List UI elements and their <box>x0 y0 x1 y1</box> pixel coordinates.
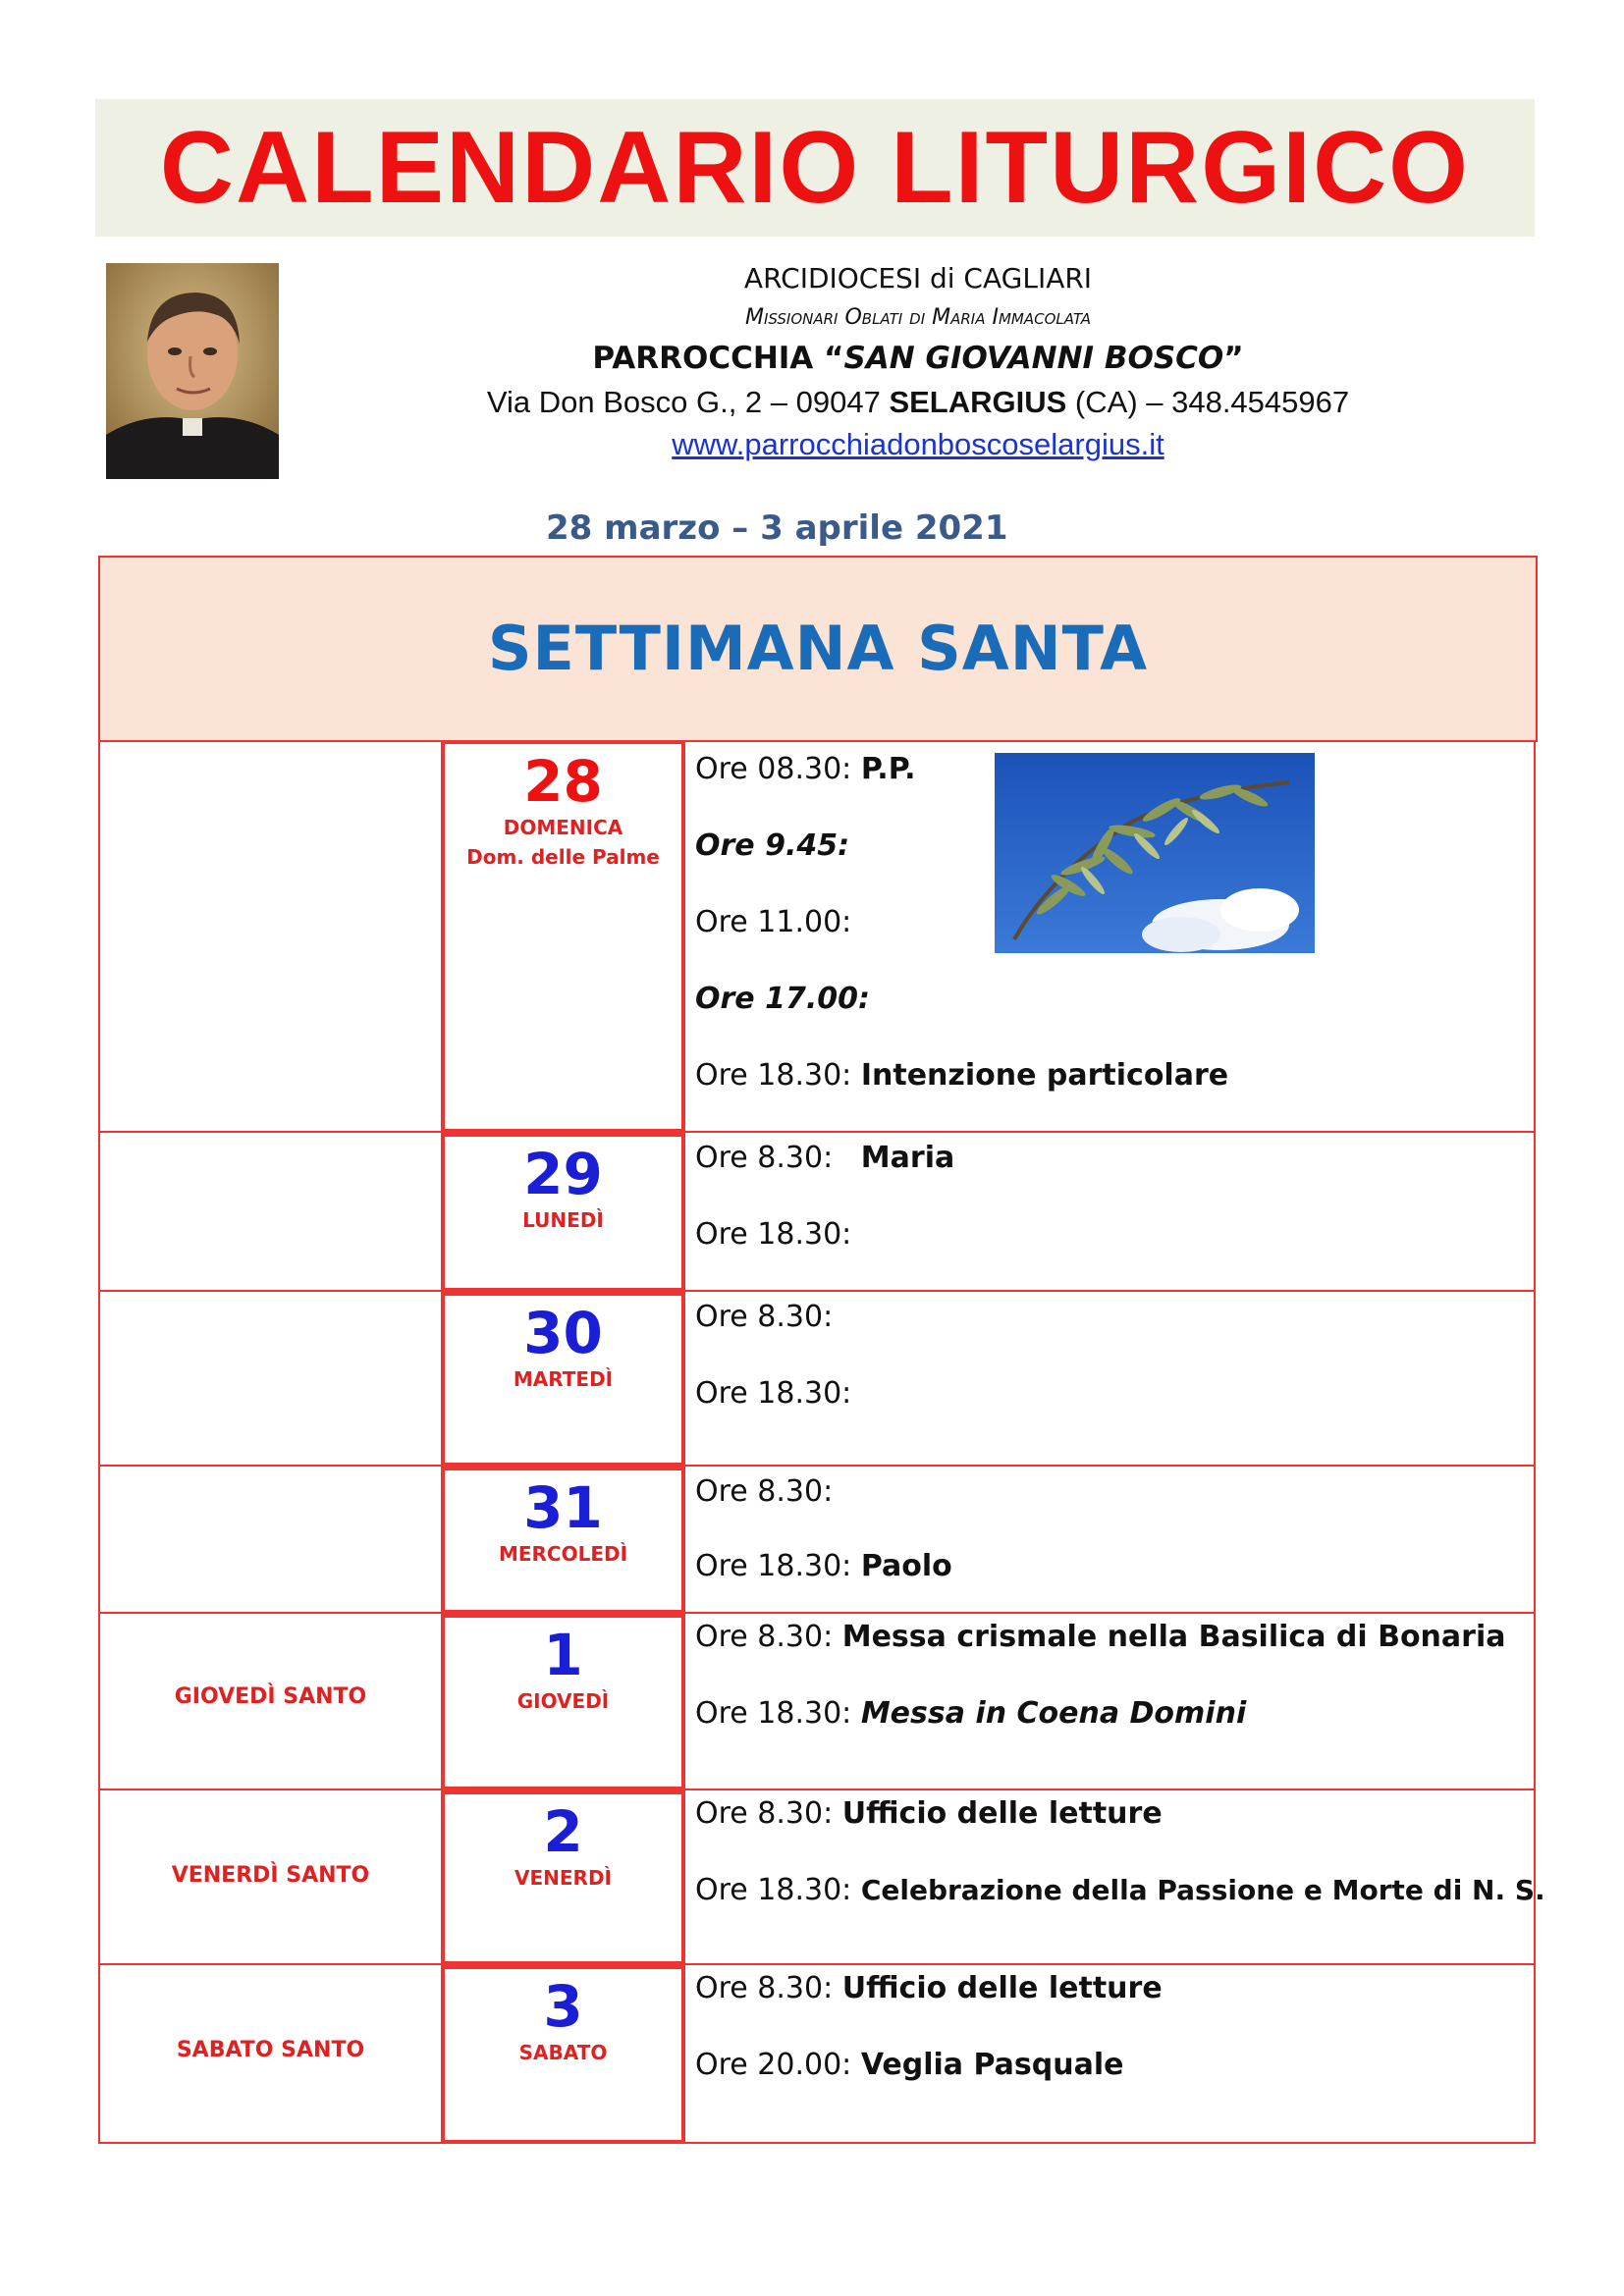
day-row <box>98 1467 1536 1614</box>
day-cell <box>441 1133 685 1292</box>
entry-time: Ore 8.30: <box>695 1620 834 1654</box>
saint-portrait-image <box>106 263 279 479</box>
day-cell <box>441 1614 685 1790</box>
entry-time: Ore 18.30: <box>695 1873 852 1907</box>
week-title: SETTIMANA SANTA <box>487 613 1149 684</box>
feast-name: SABATO SANTO <box>176 2038 365 2062</box>
entry-text: Intenzione particolare <box>860 1058 1229 1093</box>
schedule-entry <box>695 828 849 863</box>
day-name: GIOVEDÌ <box>516 1689 610 1713</box>
website-link[interactable]: www.parrocchiadonboscoselargius.it <box>672 427 1164 461</box>
entry-time: Ore 18.30: <box>695 1058 852 1093</box>
schedule-entry <box>695 2048 1123 2082</box>
entry-time: Ore 17.00: <box>695 982 870 1016</box>
page-title: CALENDARIO LITURGICO <box>159 111 1471 225</box>
entry-text: Veglia Pasquale <box>860 2048 1124 2082</box>
day-row <box>98 1133 1536 1292</box>
day-name: MERCOLEDÌ <box>498 1542 628 1566</box>
feast-cell <box>98 1292 441 1467</box>
schedule-entry <box>695 1376 851 1411</box>
schedule-entry <box>695 1549 952 1583</box>
parish-suffix: ” <box>1223 341 1244 376</box>
day-cell <box>441 1965 685 2144</box>
parish-prefix: PARROCCHIA “ <box>592 341 844 376</box>
schedule-entry <box>695 1217 851 1252</box>
entry-time: Ore 18.30: <box>695 1376 852 1411</box>
day-subtitle: Dom. delle Palme <box>466 845 660 869</box>
schedule-entry <box>695 752 916 786</box>
schedule-entry <box>695 1474 833 1509</box>
week-title-cell <box>98 556 1538 742</box>
schedule-entry <box>695 1058 1228 1093</box>
day-cell <box>441 1790 685 1965</box>
day-number: 29 <box>523 1141 603 1207</box>
parish-name-line <box>373 336 1463 381</box>
entry-time: Ore 8.30: <box>695 1796 834 1831</box>
schedule-entry <box>695 982 870 1016</box>
schedule-cell <box>685 1467 1536 1614</box>
feast-cell <box>98 1790 441 1965</box>
day-number: 1 <box>543 1622 583 1688</box>
day-row <box>98 740 1536 1133</box>
day-name: LUNEDÌ <box>522 1208 604 1232</box>
day-row <box>98 1790 1545 1965</box>
entry-time: Ore 8.30: <box>695 1971 834 2005</box>
title-banner <box>95 99 1535 237</box>
day-number: 31 <box>523 1474 603 1541</box>
address-street: Via Don Bosco G., 2 – 09047 <box>486 385 890 419</box>
day-number: 2 <box>543 1798 583 1865</box>
entry-time: Ore 8.30: <box>695 1474 834 1509</box>
day-row <box>98 1292 1536 1467</box>
order-name: Missionari Oblati di Maria Immacolata <box>745 305 1091 330</box>
schedule-cell <box>685 1790 1545 1965</box>
calendar-table <box>98 556 1545 2132</box>
entry-text: Celebrazione della Passione e Morte di N. S. <box>860 1874 1545 1906</box>
entry-time: Ore 11.00: <box>695 905 852 939</box>
schedule-entry <box>695 1696 1246 1731</box>
schedule-cell <box>685 1133 1536 1292</box>
feast-cell <box>98 1614 441 1790</box>
entry-text: Maria <box>860 1141 955 1175</box>
day-cell <box>441 740 685 1133</box>
feast-name: VENERDÌ SANTO <box>171 1863 370 1888</box>
day-number: 3 <box>543 1973 583 2040</box>
feast-cell <box>98 740 441 1133</box>
day-name: VENERDÌ <box>514 1866 612 1890</box>
entry-time: Ore 08.30: <box>695 752 852 786</box>
schedule-entry <box>695 1971 1163 2005</box>
entry-text: Messa crismale nella Basilica di Bonaria <box>841 1620 1506 1654</box>
schedule-entry <box>695 1796 1163 1831</box>
entry-time: Ore 18.30: <box>695 1549 852 1583</box>
day-name: DOMENICA <box>503 816 623 839</box>
entry-text: Ufficio delle letture <box>841 1796 1163 1831</box>
day-row <box>98 1614 1536 1790</box>
entry-time: Ore 18.30: <box>695 1696 852 1731</box>
day-number: 28 <box>523 748 603 815</box>
olive-branch-image <box>995 753 1315 953</box>
day-row <box>98 1965 1536 2144</box>
day-number: 30 <box>523 1300 603 1366</box>
diocese-name: ARCIDIOCESI di CAGLIARI <box>743 262 1093 294</box>
entry-time: Ore 18.30: <box>695 1217 852 1252</box>
feast-cell <box>98 1133 441 1292</box>
parish-header <box>373 257 1463 465</box>
address-city: SELARGIUS <box>889 385 1067 419</box>
parish-name: SAN GIOVANNI BOSCO <box>843 341 1224 376</box>
schedule-entry <box>695 1873 1545 1907</box>
parish-address <box>373 381 1463 424</box>
feast-name: GIOVEDÌ SANTO <box>174 1684 367 1709</box>
schedule-cell <box>685 1292 1536 1467</box>
entry-time: Ore 8.30: <box>695 1300 834 1334</box>
entry-time: Ore 20.00: <box>695 2048 852 2082</box>
date-range: 28 marzo – 3 aprile 2021 <box>546 508 1008 548</box>
entry-time: Ore 9.45: <box>695 828 850 863</box>
feast-cell <box>98 1467 441 1614</box>
entry-text: P.P. <box>860 752 916 786</box>
schedule-cell <box>685 1614 1536 1790</box>
address-phone: (CA) – 348.4545967 <box>1066 385 1350 419</box>
entry-text: Ufficio delle letture <box>841 1971 1163 2005</box>
day-cell <box>441 1292 685 1467</box>
schedule-cell <box>685 1965 1536 2144</box>
entry-time: Ore 8.30: <box>695 1141 834 1175</box>
feast-cell <box>98 1965 441 2144</box>
day-cell <box>441 1467 685 1614</box>
entry-text: Paolo <box>860 1549 952 1583</box>
day-name: MARTEDÌ <box>513 1367 614 1391</box>
entry-text: Messa in Coena Domini <box>860 1696 1247 1731</box>
schedule-entry <box>695 1141 954 1175</box>
schedule-entry <box>695 1620 1505 1654</box>
schedule-entry <box>695 905 851 939</box>
schedule-entry <box>695 1300 833 1334</box>
day-name: SABATO <box>518 2041 608 2064</box>
